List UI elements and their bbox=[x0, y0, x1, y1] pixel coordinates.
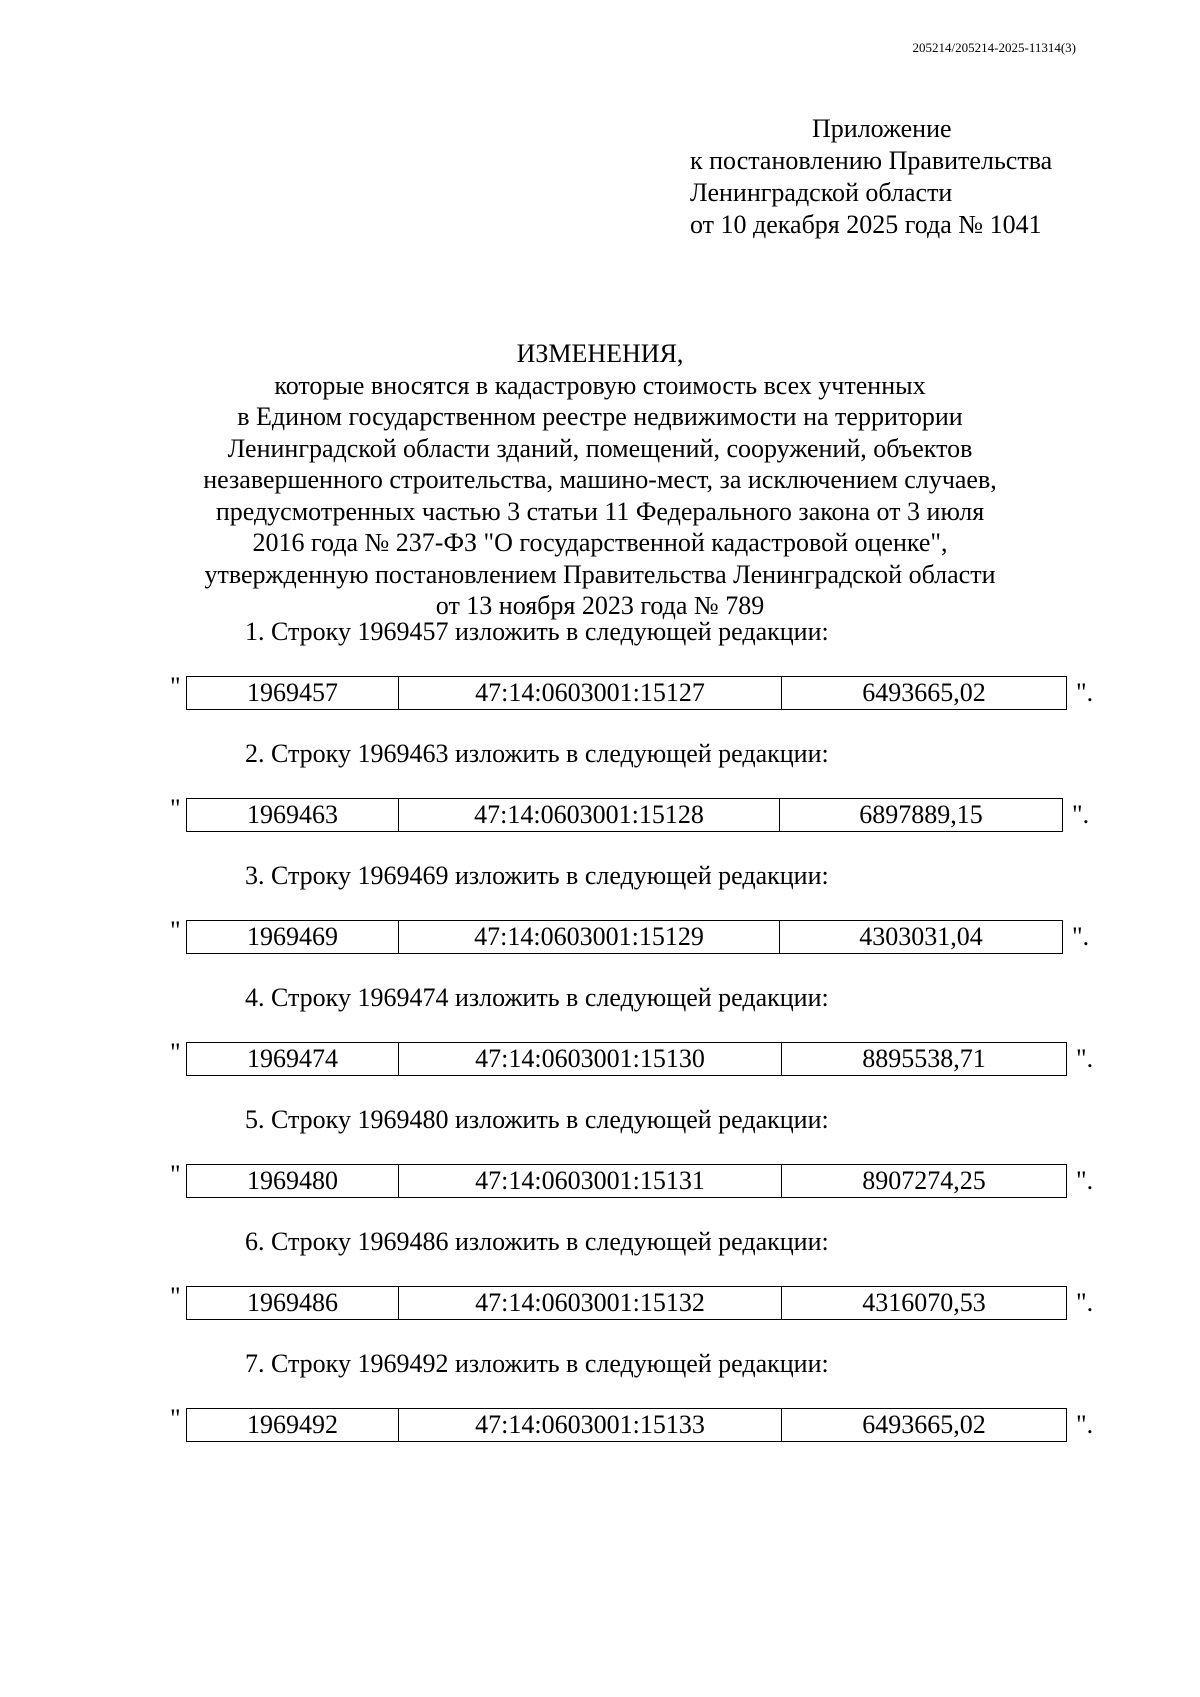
closing-quote: ". bbox=[1072, 800, 1090, 829]
cadastral-number-cell: 47:14:0603001:15132 bbox=[399, 1287, 782, 1320]
appendix-block bbox=[690, 113, 1052, 241]
row-number-cell: 1969492 bbox=[187, 1409, 399, 1442]
cadastral-value-cell: 8895538,71 bbox=[782, 1043, 1067, 1076]
opening-quote: " bbox=[170, 1038, 181, 1067]
opening-quote: " bbox=[170, 916, 181, 945]
closing-quote: ". bbox=[1076, 678, 1094, 707]
opening-quote: " bbox=[170, 1160, 181, 1189]
row-table bbox=[186, 1286, 1067, 1320]
cadastral-value-cell: 6493665,02 bbox=[782, 677, 1067, 710]
closing-quote: ". bbox=[1076, 1410, 1094, 1439]
row-number-cell: 1969474 bbox=[187, 1043, 399, 1076]
cadastral-number-cell: 47:14:0603001:15127 bbox=[399, 677, 782, 710]
opening-quote: " bbox=[170, 672, 181, 701]
opening-quote: " bbox=[170, 1404, 181, 1433]
appendix-title: Приложение bbox=[812, 114, 952, 143]
closing-quote: ". bbox=[1076, 1044, 1094, 1073]
row-number-cell: 1969463 bbox=[187, 799, 399, 832]
title-line: незавершенного строительства, машино-мест, за исключением случаев, bbox=[203, 465, 997, 494]
row-table bbox=[186, 798, 1063, 832]
row-table bbox=[186, 676, 1067, 710]
item-heading: 6. Строку 1969486 изложить в следующей редакции: bbox=[245, 1227, 829, 1256]
cadastral-value-cell: 4303031,04 bbox=[780, 921, 1063, 954]
title-heading: ИЗМЕНЕНИЯ, bbox=[516, 339, 684, 368]
title-line: от 13 ноября 2023 года № 789 bbox=[435, 591, 765, 620]
item-heading: 1. Строку 1969457 изложить в следующей редакции: bbox=[245, 617, 829, 646]
appendix-line-date: от 10 декабря 2025 года № 1041 bbox=[690, 210, 1042, 239]
row-number-cell: 1969486 bbox=[187, 1287, 399, 1320]
cadastral-number-cell: 47:14:0603001:15133 bbox=[399, 1409, 782, 1442]
cadastral-value-cell: 6493665,02 bbox=[782, 1409, 1067, 1442]
title-line: 2016 года № 237-ФЗ "О государственной кадастровой оценке", bbox=[252, 528, 948, 557]
row-table bbox=[186, 1408, 1067, 1442]
cadastral-number-cell: 47:14:0603001:15131 bbox=[399, 1165, 782, 1198]
row-number-cell: 1969457 bbox=[187, 677, 399, 710]
cadastral-value-cell: 6897889,15 bbox=[780, 799, 1063, 832]
row-table bbox=[186, 920, 1063, 954]
title-line: предусмотренных частью 3 статьи 11 Федерального закона от 3 июля bbox=[215, 496, 985, 526]
row-table bbox=[186, 1164, 1067, 1198]
cadastral-number-cell: 47:14:0603001:15129 bbox=[399, 921, 780, 954]
title-line: Ленинградской области зданий, помещений, сооружений, объектов bbox=[227, 433, 973, 463]
title-line: утвержденную постановлением Правительства Ленинградской области bbox=[204, 559, 996, 589]
closing-quote: ". bbox=[1076, 1288, 1094, 1317]
item-heading: 5. Строку 1969480 изложить в следующей редакции: bbox=[245, 1105, 829, 1134]
title-line: которые вносятся в кадастровую стоимость всех учтенных bbox=[274, 370, 926, 400]
closing-quote: ". bbox=[1076, 1166, 1094, 1195]
item-heading: 3. Строку 1969469 изложить в следующей редакции: bbox=[245, 861, 829, 890]
opening-quote: " bbox=[170, 794, 181, 823]
cadastral-number-cell: 47:14:0603001:15128 bbox=[399, 799, 780, 832]
document-title bbox=[120, 338, 1080, 622]
row-table bbox=[186, 1042, 1067, 1076]
cadastral-number-cell: 47:14:0603001:15130 bbox=[399, 1043, 782, 1076]
item-heading: 4. Строку 1969474 изложить в следующей редакции: bbox=[245, 983, 829, 1012]
appendix-line-region: Ленинградской области bbox=[690, 178, 953, 207]
cadastral-value-cell: 4316070,53 bbox=[782, 1287, 1067, 1320]
item-heading: 2. Строку 1969463 изложить в следующей редакции: bbox=[245, 739, 829, 768]
opening-quote: " bbox=[170, 1282, 181, 1311]
document-id: 205214/205214-2025-11314(3) bbox=[912, 40, 1076, 55]
appendix-line-resolution: к постановлению Правительства bbox=[690, 146, 1053, 175]
cadastral-value-cell: 8907274,25 bbox=[782, 1165, 1067, 1198]
row-number-cell: 1969469 bbox=[187, 921, 399, 954]
closing-quote: ". bbox=[1072, 922, 1090, 951]
item-heading: 7. Строку 1969492 изложить в следующей редакции: bbox=[245, 1349, 829, 1378]
title-line: в Едином государственном реестре недвижимости на территории bbox=[237, 402, 963, 431]
row-number-cell: 1969480 bbox=[187, 1165, 399, 1198]
